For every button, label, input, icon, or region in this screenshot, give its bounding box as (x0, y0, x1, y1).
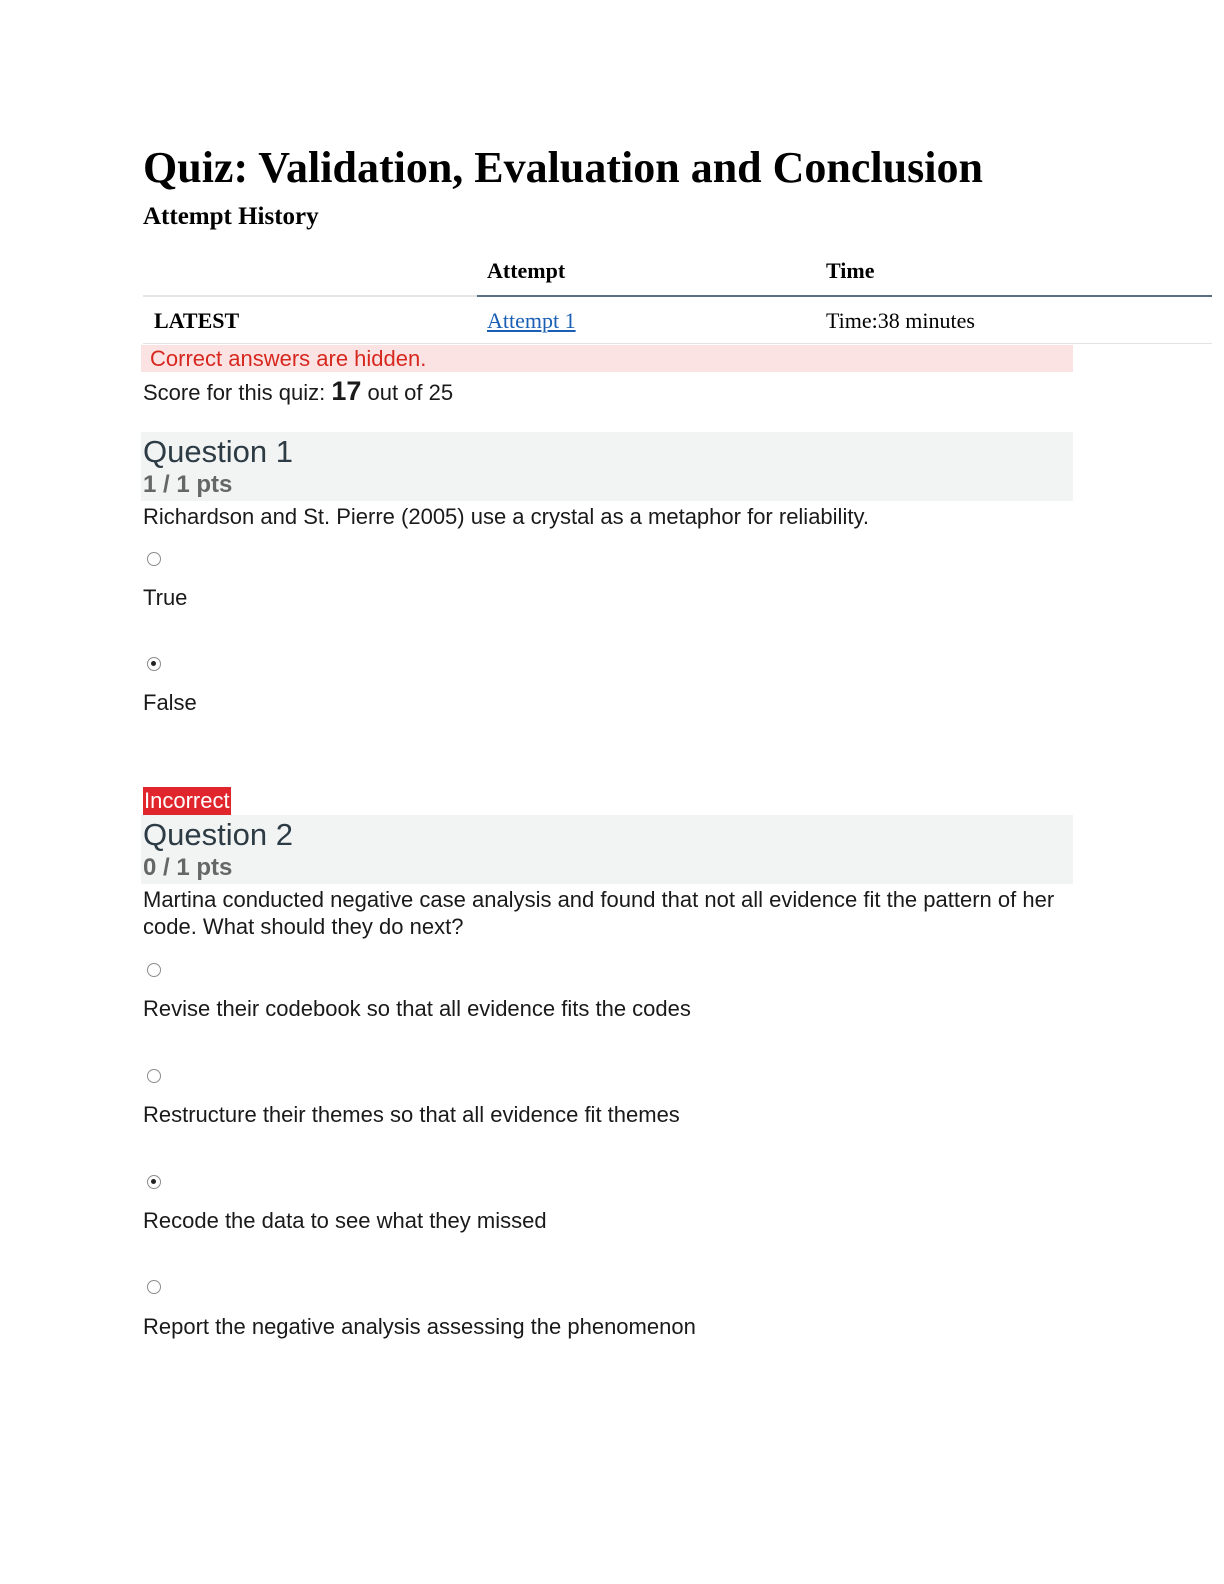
question-1-points: 1 / 1 pts (143, 471, 233, 498)
header-divider (143, 295, 477, 297)
score-prefix: Score for this quiz: (143, 380, 332, 405)
question-1-header (141, 432, 1073, 501)
question-2-option-4-label: Report the negative analysis assessing the phenomenon (143, 1314, 696, 1339)
question-2-points: 0 / 1 pts (143, 854, 233, 881)
score-value: 17 (331, 376, 362, 406)
question-2-option-3-label: Recode the data to see what they missed (143, 1208, 547, 1233)
question-2-header (141, 815, 1073, 884)
header-divider-accent (477, 295, 1212, 297)
column-header-attempt: Attempt (487, 258, 566, 283)
attempt-time: Time:38 minutes (826, 308, 975, 333)
question-1-option-2-label: False (143, 690, 197, 715)
column-header-time: Time (826, 258, 875, 283)
question-1-option-1-label: True (143, 585, 188, 610)
quiz-score (143, 376, 453, 408)
answers-hidden-text: Correct answers are hidden. (150, 346, 427, 371)
attempt-history-heading: Attempt History (143, 203, 319, 230)
question-2-title: Question 2 (143, 817, 293, 852)
question-1-option-1-radio[interactable] (147, 552, 161, 566)
latest-label: LATEST (154, 308, 240, 333)
question-1-title: Question 1 (143, 434, 293, 469)
page-title: Quiz: Validation, Evaluation and Conclusion (143, 143, 983, 192)
question-2-option-2-radio[interactable] (147, 1069, 161, 1083)
question-2-option-4-radio[interactable] (147, 1280, 161, 1294)
question-1-option-2-radio[interactable] (147, 657, 161, 671)
answers-hidden-banner (141, 345, 1073, 372)
row-divider (143, 343, 1212, 344)
question-1-text: Richardson and St. Pierre (2005) use a crystal as a metaphor for reliability. (143, 504, 869, 529)
incorrect-badge: Incorrect (144, 788, 230, 813)
question-2-option-1-radio[interactable] (147, 963, 161, 977)
question-2-text: Martina conducted negative case analysis and found that not all evidence fit the pattern of her code. What should they do next? (143, 887, 1055, 939)
score-suffix: out of 25 (361, 380, 454, 405)
question-2-option-2-label: Restructure their themes so that all evidence fit themes (143, 1102, 680, 1127)
question-2-option-1-label: Revise their codebook so that all evidence fits the codes (143, 996, 691, 1021)
attempt-1-link[interactable]: Attempt 1 (487, 308, 576, 333)
question-2-option-3-radio[interactable] (147, 1175, 161, 1189)
